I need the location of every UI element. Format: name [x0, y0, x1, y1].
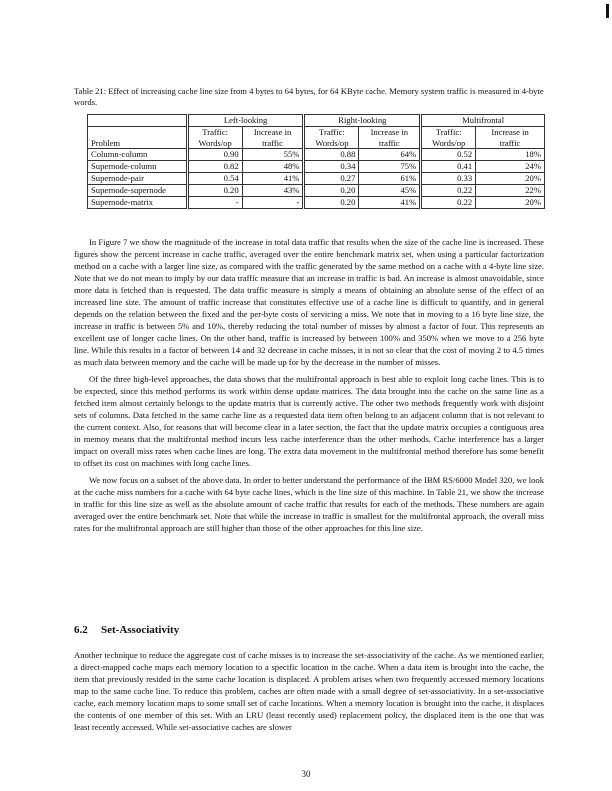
paragraph-approaches: Of the three high-level approaches, the data shows that the multifrontal approach is best able to exploit long cache lines. This is to be expected, since this method performs its work within dense update matrices. The data brought into the cache on the same line as a fetched item almost certainly belongs to the update matrix that is currently active. The other two methods frequently work with disjoint sets of columns. Data fetched in the same cache line as a requested data item often belong to an adjacent column that is not relevant to the current context. Also, for reasons that will become clear in a later section, the fact that the update matrix occupies a contiguous area in memoy means that the multifrontal method incurs less cache interference than the other methods. Cache interference has a larger impact on overall miss rates when cache lines are long. The extra data movement in the multifrontal method therefore has some benefit to offset its cost on machines with long cache lines.: [74, 374, 544, 468]
header-line: traffic: [499, 137, 521, 148]
mf-increase-cell: 20%: [476, 173, 545, 185]
header-line: Words/op: [432, 137, 466, 148]
group-header-left-looking: Left-looking: [187, 115, 304, 127]
problem-cell: Supernode-column: [88, 161, 188, 173]
ll-increase-header: [242, 127, 304, 149]
mf-traffic-cell: 0.52: [421, 149, 476, 161]
ll-traffic-cell: -: [187, 197, 242, 209]
mf-traffic-cell: 0.22: [421, 197, 476, 209]
paragraph-ibm-subset: We now focus on a subset of the above data. In order to better understand the performance of the IBM RS/6000 Model 320, we look at the cache miss numbers for a cache with 64 byte cache lines, which is the line size of this machine. In Table 21, we show the increase in traffic for this line size as well as the absolute amount of cache traffic that results for each of the methods. These numbers are again averaged over the entire benchmark set. Note that while the increase in traffic is smallest for the multifrontal approach, the overall miss rates for the multifrontal approach are still higher than those of the other approaches for this line size.: [74, 475, 544, 533]
body-text: [74, 236, 544, 534]
section-heading: [74, 624, 179, 636]
problem-header: Problem: [88, 127, 188, 149]
ll-traffic-cell: 0.54: [187, 173, 242, 185]
table-row: [88, 173, 545, 185]
rl-traffic-cell: 0.20: [304, 197, 359, 209]
paragraph-set-associativity: Another technique to reduce the aggregate cost of cache misses is to increase the set-associativity of the cache. As we mentioned earlier, a direct-mapped cache maps each memory location to a specific location in the cache. When a data item is brought into the cache, the item that previously resided in the same cache location is displaced. A problem arises when two frequently accessed memory locations map to the same cache line. To reduce this problem, caches are often made with a small degree of set-associativity. In a set-associative cache, each memory location maps to some small set of cache locations. When a memory location is brought into the cache, it displaces the contents of one member of this set. With an LRU (least recently used) replacement policy, the displaced item is the one that was least recently accessed. While set-associative caches are slower: [74, 650, 544, 732]
header-line: Increase in: [370, 127, 409, 137]
mf-increase-header: [476, 127, 545, 149]
table-caption: Table 21: Effect of increasing cache line size from 4 bytes to 64 bytes, for 64 KByte cache. Memory system traffic is measured in 4-byte words.: [74, 86, 544, 107]
mf-traffic-cell: 0.33: [421, 173, 476, 185]
page-number: 30: [301, 769, 311, 779]
rl-increase-cell: 64%: [359, 149, 421, 161]
problem-cell: Supernode-matrix: [88, 197, 188, 209]
header-line: Increase in: [491, 127, 529, 137]
ll-increase-cell: 41%: [242, 173, 304, 185]
ll-increase-cell: 43%: [242, 185, 304, 197]
section-title: Set-Associativity: [101, 624, 180, 636]
problem-cell: Supernode-pair: [88, 173, 188, 185]
problem-cell: Supernode-supernode: [88, 185, 188, 197]
header-line: Traffic:: [319, 127, 345, 137]
mf-increase-cell: 24%: [476, 161, 545, 173]
rl-traffic-cell: 0.27: [304, 173, 359, 185]
rl-increase-header: [359, 127, 421, 149]
table-row: [88, 185, 545, 197]
rl-increase-cell: 61%: [359, 173, 421, 185]
section-number: 6.2: [74, 624, 88, 636]
rl-traffic-header: [304, 127, 359, 149]
empty-header-cell: [88, 115, 188, 127]
header-line: traffic: [378, 137, 400, 148]
rl-traffic-cell: 0.88: [304, 149, 359, 161]
table-row: [88, 149, 545, 161]
ll-traffic-cell: 0.82: [187, 161, 242, 173]
scan-edge-mark: [606, 4, 609, 18]
header-line: traffic: [262, 137, 283, 148]
rl-increase-cell: 45%: [359, 185, 421, 197]
cache-traffic-table: [87, 114, 545, 209]
header-line: Words/op: [198, 137, 232, 148]
mf-traffic-cell: 0.22: [421, 185, 476, 197]
paragraph-figure7: In Figure 7 we show the magnitude of the increase in total data traffic that results when the size of the cache line is increased. These figures show the percent increase in cache traffic, averaged over the entire benchmark matrix set, when using a particular factorization method on a cache with a larger line size, as compared with the traffic generated by the same method on a cache with a 4-byte line size. Note that we do not mean to imply by our data traffic measure that an increase in traffic is bad. An increase is almost unavoidable, since more data is fetched than is requested. The data traffic measure is simply a means of obtaining an absolute sense of the effect of an increased line size. The amount of traffic increase that constitutes effective use of a cache line is difficult to quantify, and in general depends on the relation between the fixed and the per-byte costs of servicing a miss. We note that in moving to a 16 byte line size, the increase in traffic is between 5% and 10%, thereby reducing the total number of misses by almost a factor of four. This represents an excellent use of longer cache lines. On the other hand, traffic is increased by between 100% and 350% when we move to a 256 byte line. While this results in a factor of between 14 and 32 decrease in cache misses, it is not so clear that the cost of moving 2 to 4.5 times as much data between memory and the cache will be made up for by the decrease in the number of misses.: [74, 237, 544, 367]
rl-increase-cell: 75%: [359, 161, 421, 173]
mf-increase-cell: 22%: [476, 185, 545, 197]
table-row: [88, 197, 545, 209]
header-line: Increase in: [253, 127, 292, 137]
group-header-multifrontal: Multifrontal: [421, 115, 545, 127]
table-group-header-row: [88, 115, 545, 127]
ll-traffic-cell: 0.90: [187, 149, 242, 161]
table-row: [88, 161, 545, 173]
ll-increase-cell: -: [242, 197, 304, 209]
ll-increase-cell: 48%: [242, 161, 304, 173]
rl-traffic-cell: 0.34: [304, 161, 359, 173]
ll-traffic-cell: 0.20: [187, 185, 242, 197]
mf-increase-cell: 20%: [476, 197, 545, 209]
group-header-right-looking: Right-looking: [304, 115, 421, 127]
header-line: Traffic:: [435, 127, 462, 137]
table-subheader-row: [88, 127, 545, 149]
problem-cell: Column-column: [88, 149, 188, 161]
rl-traffic-cell: 0.20: [304, 185, 359, 197]
rl-increase-cell: 41%: [359, 197, 421, 209]
ll-traffic-header: [187, 127, 242, 149]
mf-increase-cell: 18%: [476, 149, 545, 161]
header-line: Traffic:: [202, 127, 229, 137]
ll-increase-cell: 55%: [242, 149, 304, 161]
section-body: [74, 649, 544, 733]
mf-traffic-header: [421, 127, 476, 149]
mf-traffic-cell: 0.41: [421, 161, 476, 173]
header-line: Words/op: [315, 137, 349, 148]
